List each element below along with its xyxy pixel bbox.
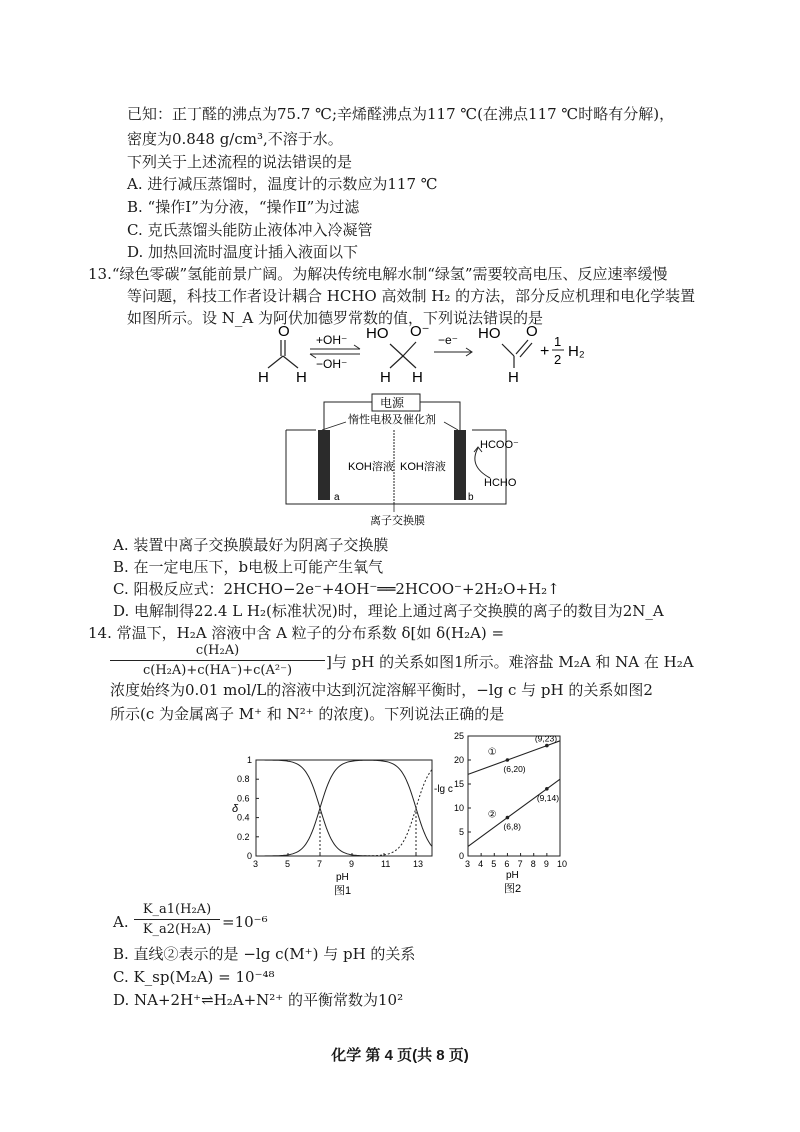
fig1-y-axis-label: δ xyxy=(232,803,239,815)
q14-option-a-rhs: =10⁻⁶ xyxy=(222,913,268,931)
membrane-label: 离子交换膜 xyxy=(370,515,425,527)
fig1-frame xyxy=(256,760,432,856)
fig2-line-label: ① xyxy=(487,747,497,759)
q14-option-a-denominator: K_a2(H₂A) xyxy=(142,922,212,937)
q14-fraction-denominator: c(H₂A)+c(HA⁻)+c(A²⁻) xyxy=(142,663,293,678)
fig1-title: 图1 xyxy=(334,885,352,897)
fig2-point xyxy=(506,816,510,820)
fig2-x-tick-label: 7 xyxy=(517,859,523,869)
fig2-point-label: (9,23) xyxy=(534,733,558,744)
h2-product: H₂ xyxy=(568,343,585,360)
q12-known-line-2: 密度为0.848 g/cm³,不溶于水。 xyxy=(127,130,343,148)
fig2-point-label: (6,8) xyxy=(503,821,521,832)
plus-sign: + xyxy=(540,343,550,360)
formaldehyde-h2: H xyxy=(296,369,307,386)
fig2-x-tick-label: 10 xyxy=(557,859,568,869)
fig2-y-tick-label: 0 xyxy=(459,851,465,861)
q12-stem: 下列关于上述流程的说法错误的是 xyxy=(127,153,353,171)
q12-option-c: C. 克氏蒸馏头能防止液体冲入冷凝管 xyxy=(127,221,373,239)
q14-option-d: D. NA+2H⁺⇌H₂A+N²⁺ 的平衡常数为10² xyxy=(113,991,404,1009)
q14-option-c: C. K_sp(M₂A) = 10⁻⁴⁸ xyxy=(113,968,275,986)
fig2-title: 图2 xyxy=(504,883,522,895)
fig1-y-tick-label: 0.6 xyxy=(237,793,250,804)
intermediate-o-minus: O⁻ xyxy=(410,323,430,340)
formic-h: H xyxy=(508,369,519,386)
fig2-y-tick-label: 25 xyxy=(454,731,465,741)
q13-option-c: C. 阳极反应式：2HCHO−2e⁻+4OH⁻══2HCOO⁻+2H₂O+H₂↑ xyxy=(113,580,560,598)
q12-known-line-1: 已知：正丁醛的沸点为75.7 ℃;辛烯醛沸点为117 ℃(在沸点117 ℃时略有分解)， xyxy=(127,105,675,123)
fig2-x-tick-label: 9 xyxy=(543,859,549,869)
intermediate-ho: HO xyxy=(366,325,389,342)
fig2-y-axis-label: -lg c xyxy=(434,784,453,795)
q14-option-a-prefix: A. xyxy=(113,913,129,931)
q14-option-b: B. 直线②表示的是 −lg c(M⁺) 与 pH 的关系 xyxy=(113,945,416,963)
fig1-y-tick-label: 0 xyxy=(247,851,253,861)
fig2-y-tick-label: 10 xyxy=(454,803,465,813)
q12-option-b: B. “操作Ⅰ”为分液，“操作Ⅱ”为过滤 xyxy=(127,198,360,216)
q14-fraction-numerator: c(H₂A) xyxy=(195,643,240,658)
fig1-x-tick-label: 9 xyxy=(349,859,355,869)
figure-2-lgc-chart xyxy=(432,730,582,902)
electrode-label: 惰性电极及催化剂 xyxy=(348,414,436,426)
q13-stem-line-2: 等问题，科技工作者设计耦合 HCHO 高效制 H₂ 的方法，部分反应机理和电化学装置 xyxy=(127,287,696,305)
fig2-x-tick-label: 8 xyxy=(530,859,536,869)
half-numerator: 1 xyxy=(554,334,562,349)
fig1-x-axis-label: pH xyxy=(336,872,349,883)
formic-ho: HO xyxy=(478,325,501,342)
fig1-x-tick-label: 7 xyxy=(317,859,323,869)
electrolysis-cell xyxy=(276,392,536,532)
right-solution: KOH溶液 xyxy=(400,461,446,473)
fig2-x-tick-label: 4 xyxy=(478,859,484,869)
fig1-y-tick-label: 0.2 xyxy=(237,831,250,842)
minus-e-label: −e⁻ xyxy=(438,333,459,347)
power-label: 电源 xyxy=(380,396,405,410)
fig1-x-tick-label: 5 xyxy=(285,859,291,869)
half-denominator: 2 xyxy=(554,352,562,367)
fig2-y-tick-label: 20 xyxy=(454,755,465,765)
intermediate-h2: H xyxy=(412,369,423,386)
fig1-y-tick-label: 1 xyxy=(247,755,253,765)
formaldehyde-h1: H xyxy=(258,369,269,386)
electrode-a xyxy=(318,430,330,500)
fig2-y-tick-label: 15 xyxy=(454,779,465,789)
electrode-b xyxy=(454,430,466,500)
fig2-point xyxy=(506,758,510,762)
electrode-b-label: b xyxy=(468,492,474,503)
q13-option-d: D. 电解制得22.4 L H₂(标准状况)时，理论上通过离子交换膜的离子的数目为2N_A xyxy=(113,602,664,620)
fig1-series-A²⁻ xyxy=(256,770,432,856)
formic-o: O xyxy=(526,323,538,340)
q13-option-b: B. 在一定电压下，b电极上可能产生氧气 xyxy=(113,558,384,576)
fig1-y-tick-label: 0.4 xyxy=(237,812,250,823)
fig2-line-label: ② xyxy=(487,809,497,821)
intermediate-h1: H xyxy=(380,369,391,386)
q13-stem-line-1: 13.“绿色零碳”氢能前景广阔。为解决传统电解水制“绿氢”需要较高电压、反应速率缓慢 xyxy=(88,265,668,283)
fig2-x-tick-label: 6 xyxy=(504,859,510,869)
page-footer: 化学 第 4 页(共 8 页) xyxy=(331,1047,469,1064)
figure-1-distribution-chart xyxy=(228,752,442,902)
plus-oh-label: +OH⁻ xyxy=(316,333,348,347)
fig2-point xyxy=(545,744,549,748)
fig1-series-HA⁻ xyxy=(256,760,432,856)
q14-stem-line-1: 14. 常温下，H₂A 溶液中含 A 粒子的分布系数 δ[如 δ(H₂A) = xyxy=(88,624,505,642)
fig1-series-H₂A xyxy=(256,760,432,856)
q14-option-a-numerator: K_a1(H₂A) xyxy=(142,902,212,917)
fig2-y-tick-label: 5 xyxy=(459,827,465,837)
reaction-mechanism xyxy=(240,322,600,390)
fig2-x-tick-label: 3 xyxy=(465,859,471,869)
fig2-point-label: (6,20) xyxy=(503,764,526,774)
hcho-label: HCHO xyxy=(484,477,517,489)
q14-stem-line-2: ]与 pH 的关系如图1所示。难溶盐 M₂A 和 NA 在 H₂A xyxy=(326,653,694,671)
electrode-a-label: a xyxy=(334,492,340,503)
hcoo-label: HCOO⁻ xyxy=(480,439,519,451)
q12-option-d: D. 加热回流时温度计插入液面以下 xyxy=(127,243,359,261)
fig1-x-tick-label: 3 xyxy=(253,859,259,869)
minus-oh-label: −OH⁻ xyxy=(316,357,348,371)
q14-stem-line-3: 浓度始终为0.01 mol/L的溶液中达到沉淀溶解平衡时，−lg c 与 pH 的关系如图2 xyxy=(110,681,653,699)
fig1-x-tick-label: 13 xyxy=(413,859,424,869)
q14-stem-line-4: 所示(c 为金属离子 M⁺ 和 N²⁺ 的浓度)。下列说法正确的是 xyxy=(110,705,505,723)
q12-option-a: A. 进行减压蒸馏时，温度计的示数应为117 ℃ xyxy=(127,175,438,193)
fig1-x-tick-label: 11 xyxy=(381,859,391,869)
fig1-y-tick-label: 0.8 xyxy=(237,774,250,785)
q13-option-a: A. 装置中离子交换膜最好为阴离子交换膜 xyxy=(113,536,389,554)
fig2-x-axis-label: pH xyxy=(506,870,519,881)
fig2-point-label: (9,14) xyxy=(536,792,560,803)
formaldehyde-o: O xyxy=(278,323,290,340)
q13-stem-line-3: 如图所示。设 N_A 为阿伏加德罗常数的值，下列说法错误的是 xyxy=(127,309,543,327)
fig2-point xyxy=(545,787,549,791)
fig2-x-tick-label: 5 xyxy=(491,859,497,869)
left-solution: KOH溶液 xyxy=(348,461,394,473)
